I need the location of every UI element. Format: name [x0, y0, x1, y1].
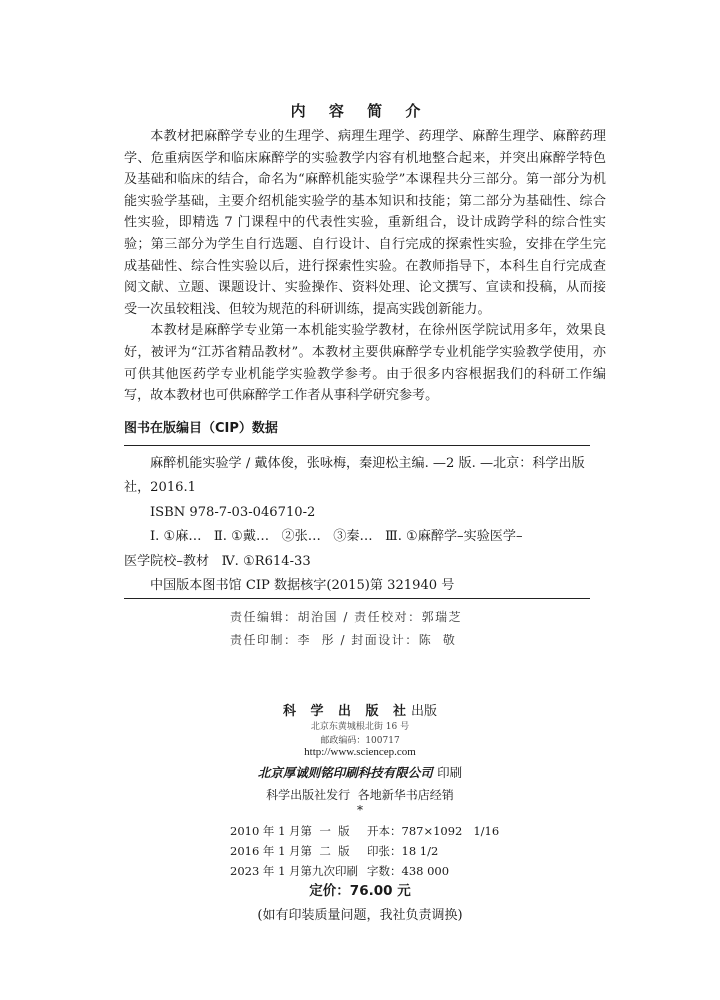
separator-star: * — [357, 803, 363, 817]
distribution-line: 科学出版社发行 各地新华书店经销 — [266, 788, 454, 802]
publisher-url: http://www.sciencep.com — [304, 746, 416, 758]
edition-spec: 印张：18 1/2 — [367, 844, 439, 858]
publisher-line — [0, 700, 720, 719]
intro-text — [124, 126, 606, 407]
intro-paragraph-2: 本教材是麻醉学专业第一本机能实验学教材，在徐州医学院试用多年，效果良好，被评为“江苏省精品教材”。本教材主要供麻醉学专业机能学实验教学使用，亦可供其他医药学专业机能学实验教学参考。由于很多内容根据我们的科研工作编写，故本教材也可供麻醉学工作者从事科学研究参考。 — [124, 323, 606, 404]
printer-name: 北京厚诚则铭印刷科技有限公司 — [257, 765, 433, 780]
edition-info — [230, 821, 499, 881]
publisher-address: 北京东黄城根北街 16 号 — [310, 722, 410, 732]
cip-top-rule — [124, 445, 590, 446]
intro-paragraph-1: 本教材把麻醉学专业的生理学、病理生理学、药理学、麻醉生理学、麻醉药理学、危重病医学和临床麻醉学的实验教学内容有机地整合起来，并突出麻醉学特色及基础和临床的结合，命名为“麻醉机能实验学”本课程共分三部分。第一部分为机能实验学基础，主要介绍机能实验学的基本知识和技能；第二部分为基础性、综合性实验，即精选 7 门课程中的代表性实验，重新组合，设计成跨学科的综合性实验；第三部分为学生自行选题、自行设计、自行完成的探索性实验，安排在学生完成基础性、综合性实验以后，进行探索性实验。在教师指导下，本科生自行完成查阅文献、立题、课题设计、实验操作、资料处理、论文撰写、宣读和投稿，从而接受一次虽较粗浅、但较为规范的科研训练，提高实践创新能力。 — [124, 129, 606, 317]
publisher-name-suffix: 出版 — [411, 704, 438, 719]
quality-notice: (如有印装质量问题，我社负责调换) — [257, 908, 463, 923]
edition-spec: 字数：438 000 — [367, 864, 450, 878]
edition-date: 2010 年 1 月第 一 版 — [230, 824, 350, 838]
edition-date: 2023 年 1 月第九次印刷 — [230, 864, 359, 878]
publisher-name: 科 学 出 版 社 — [282, 704, 412, 719]
edition-row — [230, 821, 499, 841]
cip-subjects-line-2: 医学院校–教材 Ⅳ. ①R614-33 — [124, 553, 311, 569]
cip-heading: 图书在版编目（CIP）数据 — [124, 421, 278, 436]
cip-verification: 中国版本图书馆 CIP 数据核字(2015)第 321940 号 — [150, 578, 455, 594]
cip-isbn: ISBN 978-7-03-046710-2 — [150, 504, 316, 520]
edition-row — [230, 861, 499, 881]
cip-record: 麻醉机能实验学 / 戴体俊，张咏梅，秦迎松主编. —2 版. —北京：科学出版社，2016.1 — [124, 456, 585, 496]
section-title: 内 容 简 介 — [290, 102, 430, 120]
cip-subjects-line-1: Ⅰ. ①麻… Ⅱ. ①戴… ②张… ③秦… Ⅲ. ①麻醉学–实验医学– — [150, 529, 523, 545]
edition-spec: 开本：787×1092 1/16 — [367, 824, 500, 838]
edition-date: 2016 年 1 月第 二 版 — [230, 844, 350, 858]
cip-record-block — [124, 452, 590, 598]
printer-suffix: 印刷 — [437, 765, 463, 780]
cip-bottom-rule — [124, 598, 590, 599]
editorial-credits — [230, 606, 530, 652]
edition-row — [230, 841, 499, 861]
credits-line-1: 责任编辑：胡治国 / 责任校对：郭瑞芝 — [230, 610, 463, 624]
price: 定价：76.00 元 — [309, 883, 411, 899]
printer-line — [0, 763, 720, 781]
credits-line-2: 责任印制：李 彤 / 封面设计：陈 敬 — [230, 633, 457, 647]
publisher-postcode: 邮政编码：100717 — [320, 736, 400, 746]
